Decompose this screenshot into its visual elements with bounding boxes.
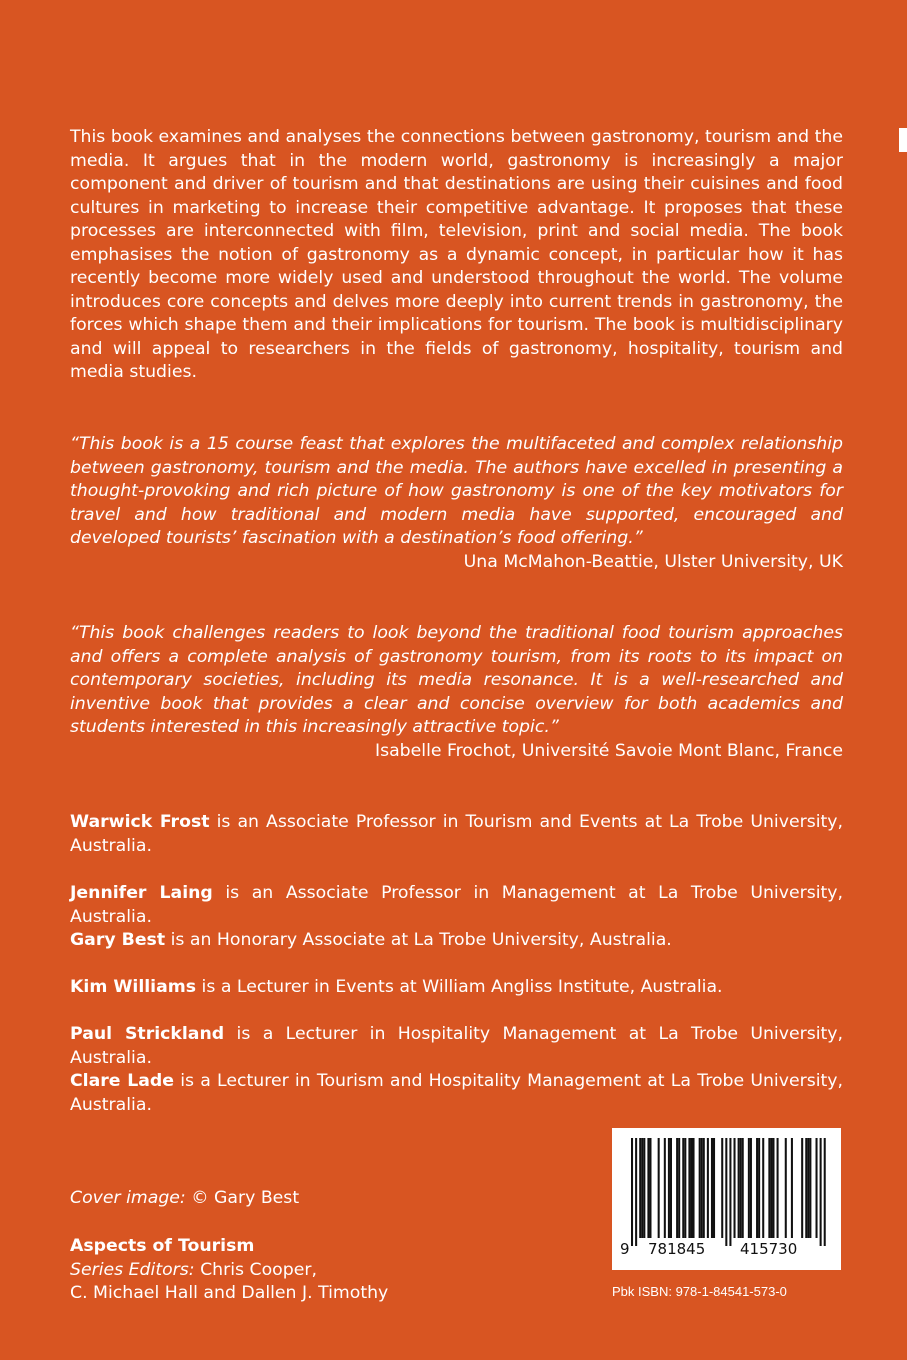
isbn-text: Pbk ISBN: 978-1-84541-573-0	[612, 1284, 787, 1299]
endorsement-2	[70, 622, 843, 763]
barcode-bar	[762, 1138, 764, 1238]
author-bio	[70, 1069, 843, 1117]
barcode-bar	[693, 1138, 695, 1238]
barcode-bar	[631, 1138, 633, 1246]
barcode-bar	[688, 1138, 690, 1238]
series-editors-label: Series Editors:	[70, 1259, 195, 1280]
barcode-bar	[647, 1138, 649, 1238]
barcode-bar	[768, 1138, 770, 1238]
barcode-bar	[699, 1138, 701, 1238]
barcode-bar	[711, 1138, 713, 1238]
barcode-bar	[664, 1138, 666, 1238]
barcode-bar	[805, 1138, 807, 1238]
barcode-bar	[809, 1138, 811, 1238]
author-bio	[70, 1022, 843, 1070]
author-description: is a Lecturer in Tourism and Hospitality Management at La Trobe University, Australia.	[70, 1071, 843, 1115]
barcode-bar	[772, 1138, 774, 1238]
barcode-bar	[725, 1138, 727, 1246]
edge-mark	[899, 128, 907, 152]
author-description: is an Honorary Associate at La Trobe University, Australia.	[165, 930, 672, 950]
barcode-bar	[750, 1138, 752, 1238]
barcode-bar	[742, 1138, 744, 1238]
series-editors	[70, 1259, 388, 1283]
author-description: is an Associate Professor in Tourism and Events at La Trobe University, Australia.	[70, 812, 843, 856]
author-name: Paul Strickland	[70, 1024, 225, 1044]
endorsement-1	[70, 433, 843, 574]
author-description: is a Lecturer in Hospitality Management at La Trobe University, Australia.	[70, 1024, 843, 1068]
author-bio	[70, 810, 843, 858]
cover-credit-value: © Gary Best	[185, 1188, 300, 1208]
author-name: Gary Best	[70, 930, 166, 950]
barcode-bar	[684, 1138, 686, 1238]
barcode-bar	[703, 1138, 705, 1238]
barcode-bar	[770, 1138, 772, 1238]
author-description: is a Lecturer in Events at William Angliss Institute, Australia.	[196, 977, 723, 997]
barcode-digit-first: 9	[620, 1240, 630, 1258]
author-description: is an Associate Professor in Management at La Trobe University, Australia.	[70, 883, 843, 927]
barcode-bar	[707, 1138, 709, 1238]
barcode-bar	[678, 1138, 680, 1238]
author-bio	[70, 975, 843, 999]
series-editors-line2: C. Michael Hall and Dallen J. Timothy	[70, 1283, 389, 1303]
barcode-bar	[777, 1138, 779, 1238]
barcode-bar	[734, 1138, 736, 1238]
cover-credit-label: Cover image:	[70, 1188, 186, 1208]
barcode-bar	[807, 1138, 809, 1238]
barcode-bar	[801, 1138, 803, 1238]
author-bio	[70, 928, 843, 952]
barcode-bar	[824, 1138, 826, 1246]
barcode-bar	[682, 1138, 684, 1238]
author-bio	[70, 881, 843, 929]
barcode-bar	[756, 1138, 758, 1238]
barcode-bar	[729, 1138, 731, 1246]
series-info	[70, 1235, 388, 1306]
barcode-group-left: 781845	[648, 1240, 706, 1258]
barcode-bar	[668, 1138, 670, 1238]
barcode-bar	[740, 1138, 742, 1238]
barcode-bar	[639, 1138, 641, 1238]
series-editors-line1: Chris Cooper,	[194, 1259, 317, 1280]
barcode-number	[612, 1240, 841, 1264]
barcode-bar	[713, 1138, 715, 1238]
barcode-bar	[641, 1138, 643, 1238]
barcode-bar	[791, 1138, 793, 1238]
barcode-bar	[690, 1138, 692, 1238]
barcode-bar	[649, 1138, 651, 1238]
author-name: Jennifer Laing	[70, 883, 213, 903]
author-name: Kim Williams	[70, 977, 197, 997]
barcode-bar	[820, 1138, 822, 1246]
barcode-bar	[738, 1138, 740, 1238]
barcode-bar	[748, 1138, 750, 1238]
series-name: Aspects of Tourism	[70, 1236, 255, 1256]
barcode-bar	[758, 1138, 760, 1238]
cover-credit	[70, 1188, 299, 1208]
endorsement-quote: “This book challenges readers to look beyond the traditional food tourism approaches and offers a complete analysis of gastronomy tourism, from its roots to its impact on contemporary societies, including its media resonance. It is a well-researched and inventive book that provides a clear and concise overview for both academics and students interested in this increasingly attractive topic.”	[70, 623, 843, 737]
barcode-bar	[635, 1138, 637, 1246]
author-name: Warwick Frost	[70, 812, 210, 832]
endorsement-quote: “This book is a 15 course feast that explores the multifaceted and complex relationship between gastronomy, tourism and the media. The authors have excelled in presenting a thought-provoking and rich picture of how gastronomy is one of the key motivators for travel and how traditional and modern media have supported, encouraged and developed tourists’ fascination with a destination’s food offering.”	[70, 434, 843, 548]
barcode-bar	[676, 1138, 678, 1238]
barcode-bar	[643, 1138, 645, 1238]
barcode-bar	[658, 1138, 660, 1238]
barcode-bar	[785, 1138, 787, 1238]
barcode-bar	[670, 1138, 672, 1238]
barcode-bar	[701, 1138, 703, 1238]
barcode	[612, 1128, 841, 1270]
barcode-bar	[721, 1138, 723, 1238]
endorsement-attribution: Isabelle Frochot, Université Savoie Mont Blanc, France	[374, 740, 843, 761]
endorsement-attribution: Una McMahon-Beattie, Ulster University, UK	[463, 551, 843, 572]
author-name: Clare Lade	[70, 1071, 175, 1091]
book-description: This book examines and analyses the connections between gastronomy, tourism and the media. It argues that in the modern world, gastronomy is increasingly a major component and driver of tourism and that destinations are using their cuisines and food cultures in marketing to increase their competitive advantage. It proposes that these processes are interconnected with film, television, print and social media. The book emphasises the notion of gastronomy as a dynamic concept, in particular how it has recently become more widely used and understood throughout the world. The volume introduces core concepts and delves more deeply into current trends in gastronomy, the forces which shape them and their implications for tourism. The book is multidisciplinary and will appeal to researchers in the fields of gastronomy, hospitality, tourism and media studies.	[70, 127, 843, 382]
barcode-group-right: 415730	[740, 1240, 798, 1258]
barcode-bar	[816, 1138, 818, 1238]
